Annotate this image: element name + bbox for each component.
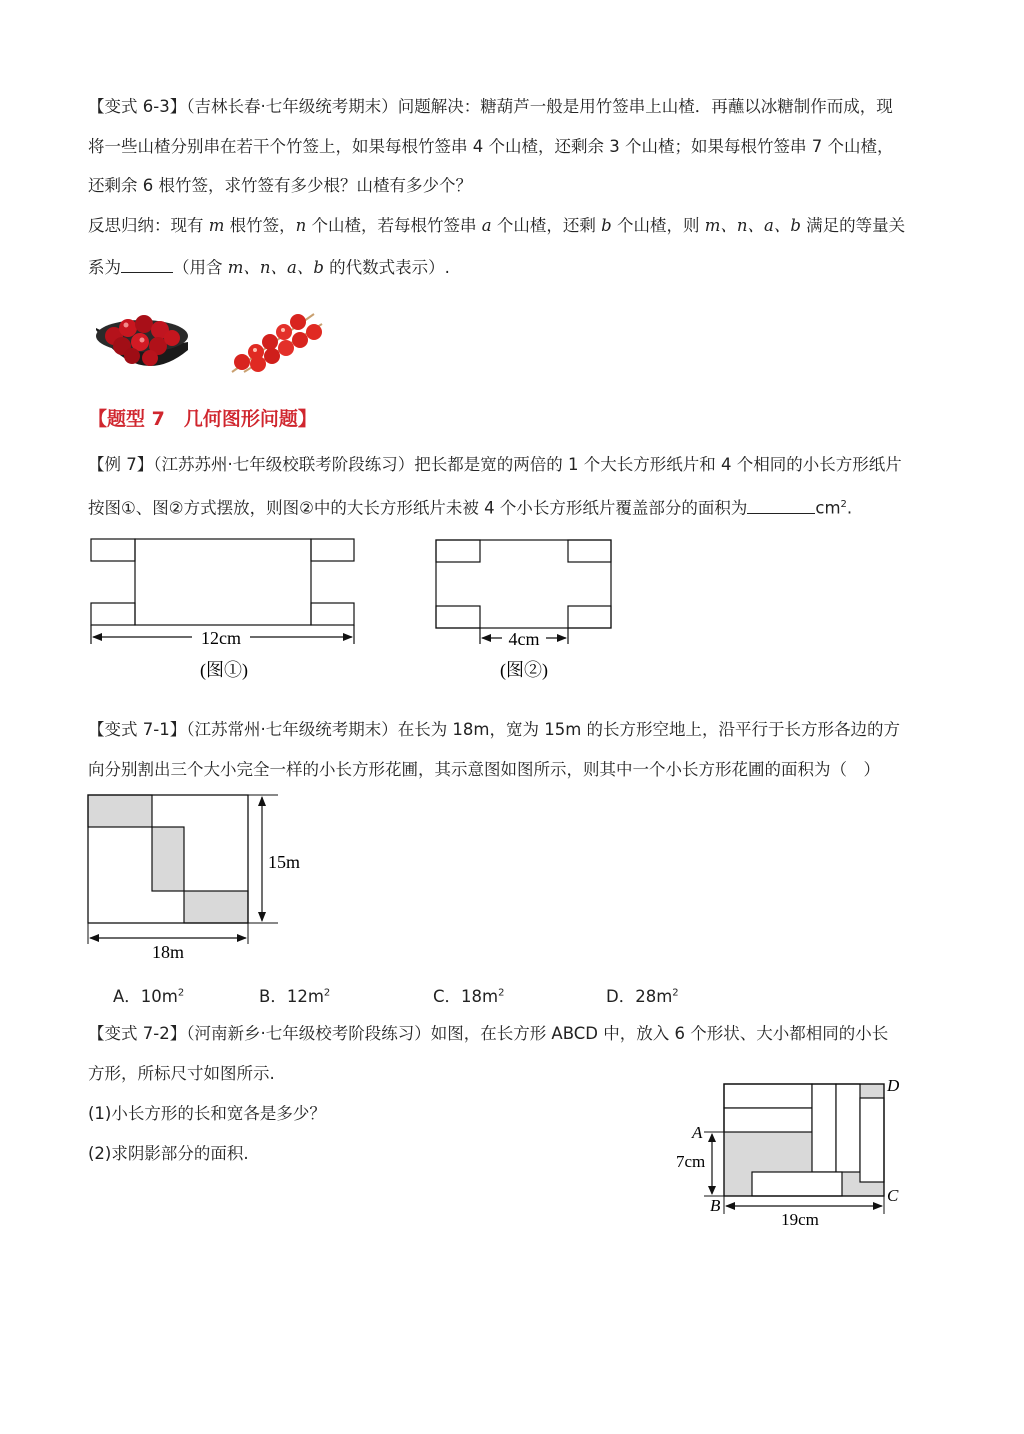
figure-2-width-label: 4cm [508,629,540,649]
option-c[interactable]: C．$18m^2$ [433,987,505,1006]
example-7-line-2: 按图①、图②方式摆放，则图②中的大长方形纸片未被 4 个小长方形纸片覆盖部分的面积为 $cm^2$. [88,493,852,521]
shaded-garden [184,891,248,923]
vertex-d-label: D [887,1076,900,1095]
small-rectangle [568,540,611,562]
abcd-figure [672,1074,912,1234]
variant-7-1-line-1: 【变式 7-1】（江苏常州·七年级统考期末）在长为 18m，宽为 15m 的长方形空地上，沿平行于长方形各边的方 [88,720,901,739]
small-rectangle [836,1084,860,1172]
variant-7-2-line-2: 方形，所标尺寸如图所示. [88,1064,275,1083]
example-7-line-1: 【例 7】（江苏苏州·七年级校联考阶段练习）把长都是宽的两倍的 1 个大长方形纸片和 4 个相同的小长方形纸片 [88,455,902,474]
vertex-c-label: C [887,1186,899,1205]
variant-6-3-line-3: 还剩余 6 根竹签，求竹签有多少根？山楂有多少个？ [88,176,472,195]
variant-7-1-line-2: 向分别割出三个大小完全一样的小长方形花圃，其示意图如图所示，则其中一个小长方形花圃的面积为（ ） [88,760,880,779]
small-rectangle [724,1084,812,1108]
small-rectangle [91,539,135,561]
large-rectangle [135,539,311,625]
variant-7-2-line-1: 【变式 7-2】（河南新乡·七年级校考阶段练习）如图，在长方形 ABCD 中，放入 6 个形状、大小都相同的小长 [88,1024,889,1043]
garden-figure [86,792,326,967]
small-rectangle [860,1098,884,1182]
width-label: 18m [151,942,185,962]
small-rectangle [724,1108,812,1132]
small-rectangle [311,603,354,625]
figure-1 [88,534,358,684]
answer-blank[interactable] [121,254,173,273]
variant-6-3-line-2: 将一些山楂分别串在若干个竹签上，如果每根竹签串 4 个山楂，还剩余 3 个山楂；如果每根竹签串 7 个山楂， [88,137,894,156]
option-b[interactable]: B．$12m^2$ [259,987,331,1006]
figure-1-width-label: 12cm [201,628,241,648]
question-1: (1)小长方形的长和宽各是多少？ [88,1104,326,1123]
hawthorn-bowl-image [96,315,188,366]
reflection-line-2: 系为 （用含 m、n、a、b 的代数式表示）. [88,254,450,280]
reflection-line: 反思归纳：现有 m 根竹签，n 个山楂，若每根竹签串 a 个山楂，还剩 b 个山楂，则 m、n、a、b 满足的等量关 [88,216,906,235]
vertex-b-label: B [710,1196,721,1215]
question-2: (2)求阴影部分的面积. [88,1144,249,1163]
figure-2-caption: (图②) [500,660,548,680]
small-rectangle [812,1084,836,1172]
shaded-garden [88,795,152,827]
candied-hawthorn-skewer-image [232,314,322,372]
height-label: 7cm [676,1152,706,1171]
small-rectangle [568,606,611,628]
height-label: 15m [268,852,301,872]
small-rectangle [752,1172,842,1196]
option-d[interactable]: D．$28m^2$ [606,987,679,1006]
figure-2 [432,534,622,684]
large-rectangle [436,540,611,628]
width-label: 19cm [781,1210,819,1229]
shaded-region [860,1084,884,1098]
small-rectangle [436,540,480,562]
variant-6-3-line-1: 【变式 6-3】（吉林长春·七年级统考期末）问题解决：糖葫芦一般是用竹签串上山楂．再蘸以冰糖制作而成，现 [88,97,893,116]
option-a[interactable]: A．$10m^2$ [113,987,185,1006]
vertex-a-label: A [692,1123,703,1142]
shaded-garden [152,827,184,891]
small-rectangle [91,603,135,625]
small-rectangle [436,606,480,628]
hawthorn-illustrations [92,300,332,380]
figure-1-caption: (图①) [200,660,248,680]
small-rectangle [311,539,354,561]
area-answer-blank[interactable] [747,495,815,514]
section-heading: 【题型 7 几何图形问题】 [88,408,317,430]
